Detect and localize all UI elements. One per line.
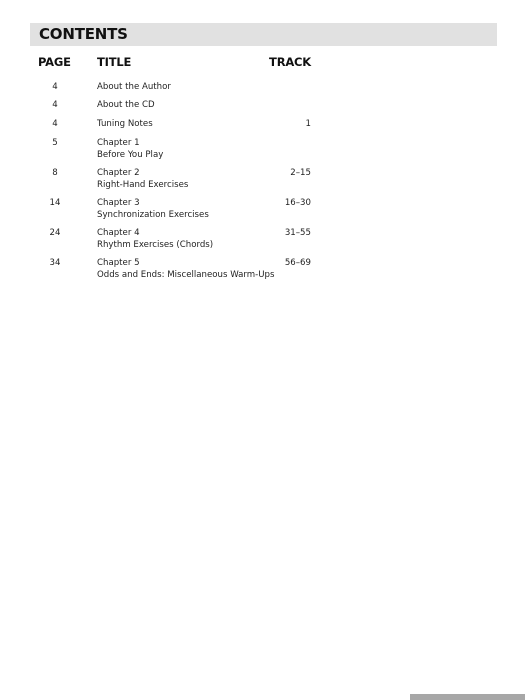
- column-header-track: TRACK: [269, 55, 311, 69]
- toc-title-line2: Rhythm Exercises (Chords): [97, 239, 214, 250]
- toc-page-number: 24: [49, 228, 61, 238]
- toc-title-line1: Chapter 4: [97, 228, 140, 238]
- toc-title-line1: Chapter 2: [97, 168, 140, 178]
- toc-track: 31–55: [284, 228, 311, 238]
- toc-track: 16–30: [284, 198, 311, 208]
- toc-title-line2: Right-Hand Exercises: [97, 179, 189, 190]
- page-footer-bar: [410, 694, 525, 700]
- contents-heading-bar: [30, 23, 497, 46]
- column-header-page: PAGE: [38, 55, 71, 69]
- toc-title-line2: Synchronization Exercises: [97, 209, 209, 220]
- toc-title-line2: Before You Play: [97, 149, 164, 160]
- toc-title-line1: Chapter 3: [97, 198, 140, 208]
- toc-page-number: 4: [52, 100, 58, 110]
- toc-title: [97, 138, 297, 161]
- toc-title-line1: Chapter 5: [97, 258, 140, 268]
- toc-title: [97, 100, 297, 112]
- toc-page-number: 14: [49, 198, 61, 208]
- toc-page-number: 5: [52, 138, 58, 148]
- toc-title-line1: About the CD: [97, 100, 155, 110]
- toc-track: 56–69: [284, 258, 311, 268]
- column-header-title: TITLE: [97, 55, 132, 69]
- toc-page-number: 4: [52, 119, 58, 129]
- contents-heading: CONTENTS: [39, 25, 128, 43]
- toc-title-line1: Tuning Notes: [97, 119, 153, 129]
- toc-page-number: 8: [52, 168, 58, 178]
- toc-title-line1: Chapter 1: [97, 138, 140, 148]
- toc-track: 1: [305, 119, 311, 129]
- toc-title-line1: About the Author: [97, 82, 171, 92]
- toc-track: 2–15: [290, 168, 311, 178]
- toc-page-number: 34: [49, 258, 61, 268]
- toc-page-number: 4: [52, 82, 58, 92]
- toc-title-line2: Odds and Ends: Miscellaneous Warm-Ups: [97, 269, 275, 280]
- toc-title: [97, 82, 297, 94]
